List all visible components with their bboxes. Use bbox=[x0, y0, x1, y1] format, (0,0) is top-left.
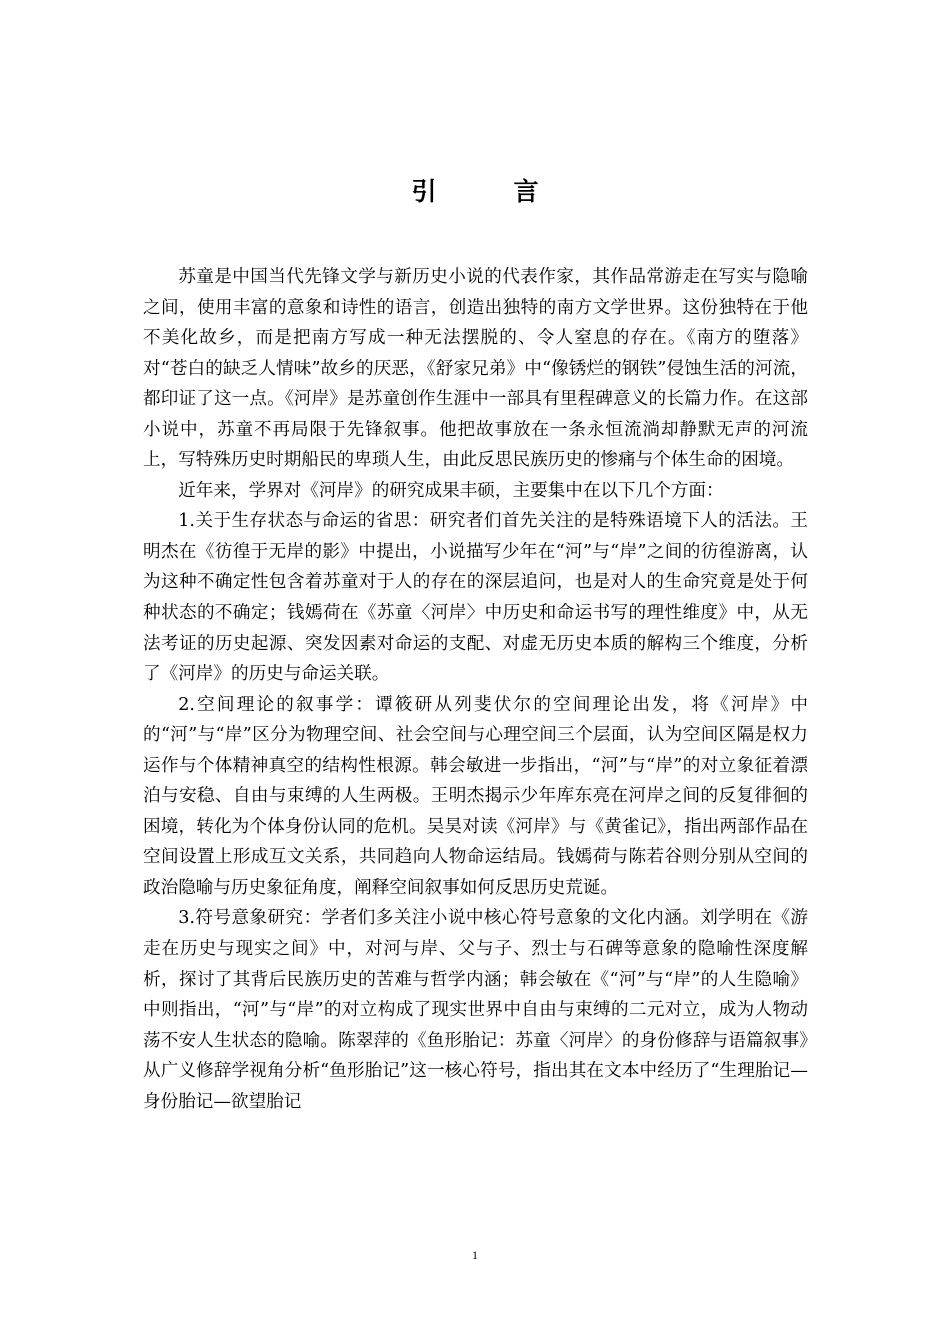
body-text bbox=[143, 262, 808, 1117]
paragraph-intro: 苏童是中国当代先锋文学与新历史小说的代表作家，其作品常游走在写实与隐喻之间，使用丰富的意象和诗性的语言，创造出独特的南方文学世界。这份独特在于他不美化故乡，而是把南方写成一种无法摆脱的、令人窒息的存在。《南方的堕落》对“苍白的缺乏人情味”故乡的厌恶，《舒家兄弟》中“像锈烂的钢铁”侵蚀生活的河流，都印证了这一点。《河岸》是苏童创作生涯中一部具有里程碑意义的长篇力作。在这部小说中，苏童不再局限于先锋叙事。他把故事放在一条永恒流淌却静默无声的河流上，写特殊历史时期船民的卑琐人生，由此反思民族历史的惨痛与个体生命的困境。 bbox=[143, 267, 808, 471]
paragraph-point-2: 2.空间理论的叙事学：谭筱研从列斐伏尔的空间理论出发，将《河岸》中的“河”与“岸”区分为物理空间、社会空间与心理空间三个层面，认为空间区隔是权力运作与个体精神真空的结构性根源。韩会敏进一步指出，“河”与“岸”的对立象征着漂泊与安稳、自由与束缚的人生两极。王明杰揭示少年库东亮在河岸之间的反复徘徊的困境，转化为个体身份认同的危机。吴昊对读《河岸》与《黄雀记》，指出两部作品在空间设置上形成互文关系，共同趋向人物命运结局。钱嫣荷与陈若谷则分别从空间的政治隐喻与历史象征角度，阐释空间叙事如何反思历史荒诞。 bbox=[143, 694, 808, 898]
paragraph-point-1: 1.关于生存状态与命运的省思：研究者们首先关注的是特殊语境下人的活法。王明杰在《彷徨于无岸的影》中提出，小说描写少年在“河”与“岸”之间的彷徨游离，认为这种不确定性包含着苏童对于人的存在的深层追问，也是对人的生命究竟是处于何种状态的不确定；钱嫣荷在《苏童〈河岸〉中历史和命运书写的理性维度》中，从无法考证的历史起源、突发因素对命运的支配、对虚无历史本质的解构三个维度，分析了《河岸》的历史与命运关联。 bbox=[143, 511, 808, 685]
section-title: 引 言 bbox=[411, 177, 565, 206]
paragraph-research-overview: 近年来，学界对《河岸》的研究成果丰硕，主要集中在以下几个方面： bbox=[178, 480, 724, 501]
page-number: 1 bbox=[472, 1248, 478, 1262]
paragraph-point-3: 3.符号意象研究：学者们多关注小说中核心符号意象的文化内涵。刘学明在《游走在历史与现实之间》中，对河与岸、父与子、烈士与石碑等意象的隐喻性深度解析，探讨了其背后民族历史的苦难与哲学内涵；韩会敏在《“河”与“岸”的人生隐喻》中则指出，“河”与“岸”的对立构成了现实世界中自由与束缚的二元对立，成为人物动荡不安人生状态的隐喻。陈翠萍的《鱼形胎记：苏童〈河岸〉的身份修辞与语篇叙事》从广义修辞学视角分析“鱼形胎记”这一核心符号，指出其在文本中经历了“生理胎记—身份胎记—欲望胎记 bbox=[143, 908, 808, 1112]
